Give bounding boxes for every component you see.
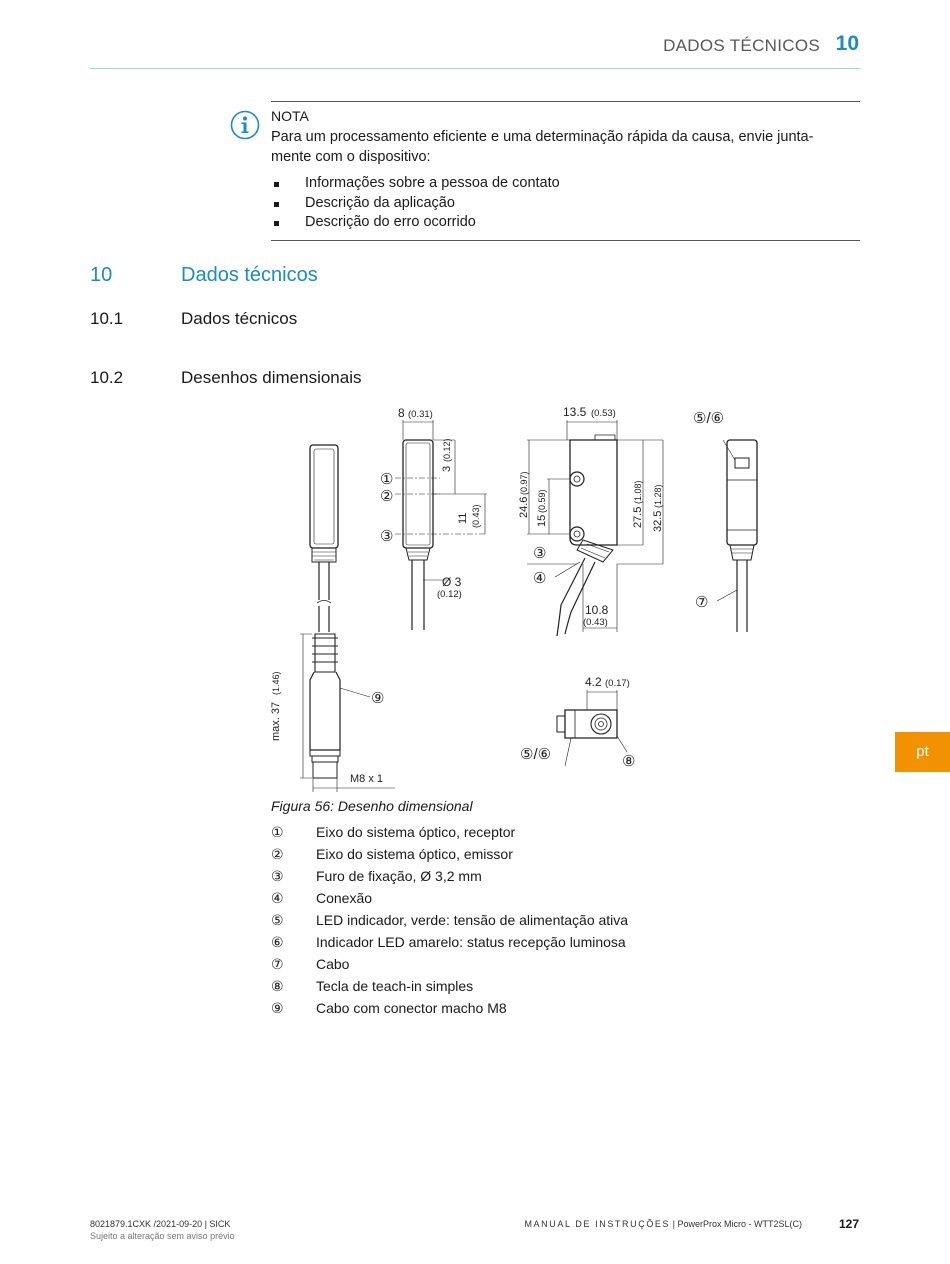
dim-27-5: 27.5: [632, 506, 644, 528]
dim-11-inch: (0.43): [471, 504, 481, 528]
dim-max37-inch: (1.46): [271, 671, 281, 695]
legend-item: [271, 866, 628, 888]
legend-text: Furo de fixação, Ø 3,2 mm: [316, 868, 482, 884]
note-title: NOTA: [271, 108, 309, 124]
legend-item: [271, 954, 628, 976]
dim-11: 11: [457, 512, 469, 524]
dim-8: 8: [398, 406, 405, 420]
note-list-item: Informações sobre a pessoa de contato: [271, 174, 560, 194]
dim-10-8-inch: (0.43): [583, 617, 608, 628]
legend-marker: ②: [271, 847, 284, 863]
marker-5-6-top: ⑤/⑥: [520, 746, 552, 763]
running-header-chapter: 10: [835, 32, 859, 55]
note-list: [271, 174, 560, 233]
dim-15-inch: (0.59): [537, 489, 547, 513]
section-number: 10: [90, 264, 113, 286]
legend-text: Tecla de teach-in simples: [316, 978, 474, 994]
marker-7: ⑦: [695, 594, 709, 611]
info-icon: [230, 110, 260, 140]
legend-marker: ⑥: [271, 935, 284, 951]
running-header-title: DADOS TÉCNICOS: [663, 36, 820, 55]
marker-8: ⑧: [622, 753, 636, 770]
footer-doc-id: 8021879.1CXK /2021-09-20 | SICK: [90, 1219, 231, 1229]
legend-marker: ①: [271, 825, 284, 841]
language-tab[interactable]: pt: [895, 732, 950, 772]
sensor-back-view: [717, 440, 757, 632]
dim-13-5: 13.5: [563, 405, 587, 419]
legend-item: [271, 888, 628, 910]
figure-legend: [271, 822, 628, 1020]
note-text: Para um processamento eficiente e uma determinação rápida da causa, envie junta-mente com o dispositivo:: [271, 129, 814, 165]
subsection-number: 10.1: [90, 309, 124, 328]
footer-notice: Sujeito a alteração sem aviso prévio: [90, 1231, 235, 1241]
dim-24-6: 24.6: [518, 496, 530, 518]
legend-marker: ⑦: [271, 957, 284, 973]
legend-text: Eixo do sistema óptico, receptor: [316, 824, 516, 840]
legend-text: Indicador LED amarelo: status recepção luminosa: [316, 934, 626, 950]
dim-24-6-inch: (0.97): [519, 471, 529, 495]
subsection-number: 10.2: [90, 368, 124, 387]
footer-manual: [524, 1219, 802, 1229]
legend-item: [271, 844, 628, 866]
dim-3: 3: [441, 465, 453, 472]
marker-1: ①: [380, 471, 394, 488]
dim-max37: max. 37: [270, 701, 282, 741]
legend-marker: ④: [271, 891, 284, 907]
dim-10-8: 10.8: [585, 603, 609, 617]
legend-marker: ③: [271, 869, 284, 885]
figure-caption: Figura 56: Desenho dimensional: [271, 798, 473, 814]
legend-text: LED indicador, verde: tensão de alimentação ativa: [316, 912, 629, 928]
legend-text: Cabo com conector macho M8: [316, 1000, 507, 1016]
dim-3-inch: (0.12): [442, 438, 452, 462]
dim-diameter: Ø 3: [442, 575, 462, 589]
footer-product: | PowerProx Micro - WTT2SL(C): [672, 1219, 802, 1229]
marker-4: ④: [533, 570, 547, 587]
dim-4-2: 4.2: [585, 675, 602, 689]
dim-27-5-inch: (1.08): [633, 480, 643, 504]
dim-diameter-inch: (0.12): [437, 589, 462, 600]
marker-5-6: ⑤/⑥: [693, 410, 725, 427]
legend-marker: ⑨: [271, 1001, 284, 1017]
legend-text: Conexão: [316, 890, 373, 906]
dim-m8: M8 x 1: [350, 773, 384, 785]
marker-3-side: ③: [533, 545, 547, 562]
note-bottom-rule: [271, 240, 860, 241]
subsection-title: Desenhos dimensionais: [181, 368, 362, 387]
marker-2: ②: [380, 488, 394, 505]
dim-32-5-inch: (1.28): [653, 484, 663, 508]
dim-13-5-inch: (0.53): [591, 408, 616, 419]
subsection-title: Dados técnicos: [181, 309, 298, 328]
sensor-top-view: [557, 690, 627, 766]
page-number: 127: [838, 1217, 859, 1231]
marker-3: ③: [380, 528, 394, 545]
dimensional-drawing: [265, 400, 785, 795]
footer-manual-label: MANUAL DE INSTRUÇÕES: [524, 1219, 671, 1229]
dim-8-inch: (0.31): [408, 409, 433, 420]
legend-item: [271, 822, 628, 844]
marker-9: ⑨: [371, 690, 385, 707]
dim-15: 15: [536, 514, 548, 527]
note-list-item: Descrição do erro ocorrido: [271, 213, 560, 233]
dim-4-2-inch: (0.17): [605, 678, 630, 689]
note-list-item: Descrição da aplicação: [271, 194, 560, 214]
legend-marker: ⑧: [271, 979, 284, 995]
legend-marker: ⑤: [271, 913, 284, 929]
legend-text: Cabo: [316, 956, 350, 972]
legend-item: [271, 932, 628, 954]
legend-text: Eixo do sistema óptico, emissor: [316, 846, 513, 862]
note-top-rule: [271, 101, 860, 102]
header-rule: [90, 68, 860, 69]
section-title: Dados técnicos: [181, 264, 318, 286]
dim-32-5: 32.5: [652, 510, 664, 532]
legend-item: [271, 910, 628, 932]
legend-item: [271, 976, 628, 998]
legend-item: [271, 998, 628, 1020]
